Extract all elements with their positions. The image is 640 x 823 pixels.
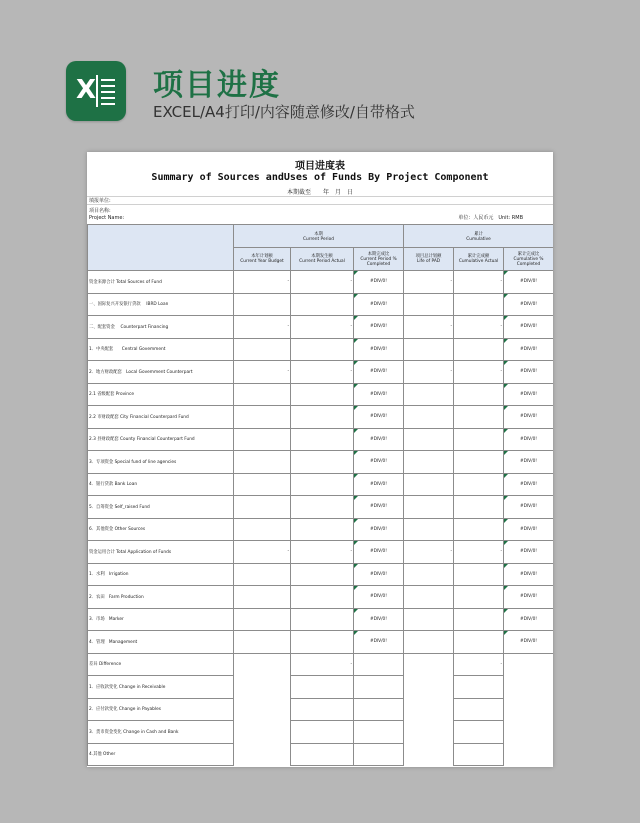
table-cell[interactable]: - (454, 271, 504, 294)
table-cell[interactable]: #DIV/0! (354, 586, 404, 609)
row-label: 3．专项资金 Special fund of line agencies (88, 451, 234, 474)
table-cell[interactable] (354, 676, 404, 699)
table-cell[interactable] (404, 676, 454, 699)
row-label: 资金运用合计 Total Application of Funds (88, 541, 234, 564)
table-cell[interactable]: - (454, 361, 504, 384)
table-cell[interactable] (504, 676, 553, 699)
table-cell[interactable]: #DIV/0! (354, 518, 404, 541)
table-cell[interactable] (454, 676, 504, 699)
table-row (88, 496, 554, 519)
col-group-cumulative: 累计 Cumulative (404, 225, 553, 248)
table-cell[interactable] (291, 631, 354, 654)
table-cell[interactable]: #DIV/0! (504, 496, 553, 519)
table-cell[interactable] (234, 518, 291, 541)
table-cell[interactable] (234, 586, 291, 609)
row-label: 一、国际复兴开发银行贷款 IBRD Loan (88, 293, 234, 316)
table-cell[interactable]: - (454, 316, 504, 339)
table-row (88, 451, 554, 474)
table-row (88, 698, 554, 721)
table-cell[interactable] (454, 608, 504, 631)
column-header: 累计完成比 Cumulative % Completed (504, 248, 553, 271)
table-row (88, 541, 554, 564)
table-cell[interactable] (454, 698, 504, 721)
table-cell[interactable]: #DIV/0! (354, 451, 404, 474)
table-cell[interactable] (354, 743, 404, 766)
table-cell[interactable] (291, 293, 354, 316)
table-cell[interactable] (234, 563, 291, 586)
table-cell[interactable] (404, 563, 454, 586)
sheet-title-cn: 项目进度表 (295, 161, 345, 172)
table-row (88, 586, 554, 609)
table-row (88, 338, 554, 361)
table-cell[interactable] (291, 608, 354, 631)
table-cell[interactable]: #DIV/0! (354, 428, 404, 451)
table-cell[interactable] (504, 721, 553, 744)
table-cell[interactable]: #DIV/0! (354, 563, 404, 586)
table-cell[interactable]: - (234, 316, 291, 339)
row-label: 2.1 省级配套 Province (88, 383, 234, 406)
table-cell[interactable] (454, 518, 504, 541)
table-row (88, 406, 554, 429)
table-row (88, 473, 554, 496)
table-cell[interactable]: #DIV/0! (504, 293, 553, 316)
currency-label: 单位：人民币元 Unit: RMB (458, 215, 523, 221)
column-header: 本年计划额 Current Year Budget (234, 248, 291, 271)
table-cell[interactable]: #DIV/0! (354, 631, 404, 654)
row-label: 4.其他 Other (88, 743, 234, 766)
table-cell[interactable]: #DIV/0! (354, 271, 404, 294)
table-cell[interactable]: #DIV/0! (504, 338, 553, 361)
table-cell[interactable] (404, 293, 454, 316)
reporting-unit-label: 填报单位: (89, 198, 111, 204)
table-cell[interactable]: #DIV/0! (504, 383, 553, 406)
table-cell[interactable] (291, 698, 354, 721)
table-cell[interactable] (404, 406, 454, 429)
table-cell[interactable] (234, 676, 291, 699)
table-cell[interactable] (234, 338, 291, 361)
table-cell[interactable]: - (234, 541, 291, 564)
table-cell[interactable] (234, 653, 291, 676)
table-cell[interactable] (454, 451, 504, 474)
table-cell[interactable]: - (291, 361, 354, 384)
table-cell[interactable]: #DIV/0! (354, 293, 404, 316)
table-cell[interactable]: - (404, 316, 454, 339)
sheet-period: 本期截至 年 月 日 (286, 189, 353, 196)
table-cell[interactable]: #DIV/0! (354, 608, 404, 631)
table-cell[interactable] (504, 653, 553, 676)
row-label: 3．市场 Marker (88, 608, 234, 631)
column-header: 本期发生额 Current Period Actual (291, 248, 354, 271)
table-cell[interactable] (234, 608, 291, 631)
table-cell[interactable] (454, 743, 504, 766)
table-row (88, 383, 554, 406)
table-cell[interactable] (404, 428, 454, 451)
table-row (88, 316, 554, 339)
header (0, 0, 640, 145)
table-row (88, 293, 554, 316)
table-cell[interactable] (454, 631, 504, 654)
table-cell[interactable] (291, 383, 354, 406)
table-cell[interactable]: - (404, 271, 454, 294)
page-subtitle: EXCEL/A4打印/内容随意修改/自带格式 (153, 103, 415, 121)
table-cell[interactable] (454, 338, 504, 361)
table-cell[interactable]: #DIV/0! (504, 631, 553, 654)
table-cell[interactable] (454, 586, 504, 609)
table-cell[interactable]: #DIV/0! (354, 338, 404, 361)
row-label: 6．其他资金 Other Sources (88, 518, 234, 541)
table-cell[interactable] (454, 293, 504, 316)
table-cell[interactable] (234, 743, 291, 766)
table-cell[interactable]: - (291, 271, 354, 294)
table-cell[interactable] (234, 496, 291, 519)
table-cell[interactable] (291, 428, 354, 451)
table-row (88, 721, 554, 744)
table-cell[interactable] (291, 451, 354, 474)
table-cell[interactable] (454, 496, 504, 519)
table-cell[interactable] (404, 338, 454, 361)
table-cell[interactable] (404, 451, 454, 474)
table-row (88, 361, 554, 384)
table-cell[interactable]: - (291, 653, 354, 676)
table-cell[interactable] (454, 406, 504, 429)
column-header: 本期完成比 Current Period % Completed (354, 248, 404, 271)
excel-icon: X (66, 61, 126, 121)
row-label: 4．银行贷款 Bank Loan (88, 473, 234, 496)
row-label: 2.3 县财政配套 County Financial Counterpart Fund (88, 428, 234, 451)
table-cell[interactable]: - (291, 541, 354, 564)
table-cell[interactable] (291, 338, 354, 361)
table-cell[interactable] (354, 653, 404, 676)
table-cell[interactable] (404, 496, 454, 519)
table-cell[interactable] (404, 698, 454, 721)
row-label: 1．应收款变化 Change in Receivable (88, 676, 234, 699)
row-label: 资金来源合计 Total Sources of Fund (88, 271, 234, 294)
table-cell[interactable]: #DIV/0! (504, 586, 553, 609)
table-row (88, 518, 554, 541)
table-cell[interactable] (234, 698, 291, 721)
table-cell[interactable] (504, 743, 553, 766)
table-cell[interactable] (404, 743, 454, 766)
table-cell[interactable]: #DIV/0! (354, 473, 404, 496)
table-row (88, 563, 554, 586)
row-label: 2．地方财政配套 Local Govemment Counterpart (88, 361, 234, 384)
table-cell[interactable] (234, 383, 291, 406)
row-label: 差异 Difference (88, 653, 234, 676)
row-label: 2．农田 Farm Production (88, 586, 234, 609)
table-cell[interactable] (404, 383, 454, 406)
table-cell[interactable]: - (454, 541, 504, 564)
spreadsheet-preview (87, 152, 553, 767)
table-cell[interactable]: #DIV/0! (504, 361, 553, 384)
table-row (88, 608, 554, 631)
table-cell[interactable] (404, 586, 454, 609)
table-cell[interactable] (354, 721, 404, 744)
project-name-label: 项目名称: Project Name: (89, 208, 125, 221)
row-label: 1．水利 Irrigation (88, 563, 234, 586)
table-cell[interactable] (234, 293, 291, 316)
table-cell[interactable] (454, 428, 504, 451)
table-cell[interactable] (234, 631, 291, 654)
table-cell[interactable] (404, 473, 454, 496)
table-cell[interactable] (404, 608, 454, 631)
row-label: 5．自筹资金 Self_raised Fund (88, 496, 234, 519)
col-group-current: 本期 Current Period (234, 225, 404, 248)
table-cell[interactable] (291, 586, 354, 609)
table-cell[interactable]: #DIV/0! (354, 316, 404, 339)
table-cell[interactable]: - (234, 271, 291, 294)
table-cell[interactable]: #DIV/0! (354, 541, 404, 564)
table-cell[interactable] (291, 518, 354, 541)
table-cell[interactable]: #DIV/0! (504, 271, 553, 294)
row-label: 1．中央配套 Central Govemment (88, 338, 234, 361)
row-label: 3．货币资金变化 Change in Cash and Bank (88, 721, 234, 744)
table-cell[interactable] (291, 743, 354, 766)
table-cell[interactable]: #DIV/0! (354, 406, 404, 429)
page-title: 项目进度 (153, 68, 281, 103)
table-cell[interactable]: #DIV/0! (504, 406, 553, 429)
table-cell[interactable]: #DIV/0! (504, 563, 553, 586)
table-cell[interactable]: #DIV/0! (354, 496, 404, 519)
table-cell[interactable] (404, 653, 454, 676)
table-cell[interactable]: #DIV/0! (504, 541, 553, 564)
table-row (88, 676, 554, 699)
table-cell[interactable]: #DIV/0! (504, 428, 553, 451)
table-cell[interactable] (454, 383, 504, 406)
table-row (88, 653, 554, 676)
table-cell[interactable] (454, 721, 504, 744)
table-cell[interactable] (404, 518, 454, 541)
table-cell[interactable]: - (404, 361, 454, 384)
funds-table (87, 224, 553, 766)
table-cell[interactable]: #DIV/0! (504, 518, 553, 541)
row-label: 4．管理 Management (88, 631, 234, 654)
table-cell[interactable]: #DIV/0! (504, 608, 553, 631)
table-cell[interactable]: - (291, 316, 354, 339)
table-cell[interactable] (291, 721, 354, 744)
table-cell[interactable] (234, 406, 291, 429)
sheet-title-en: Summary of Sources andUses of Funds By Project Component (151, 172, 489, 183)
table-cell[interactable] (454, 563, 504, 586)
table-cell[interactable] (234, 428, 291, 451)
table-cell[interactable]: #DIV/0! (504, 316, 553, 339)
table-cell[interactable]: #DIV/0! (354, 361, 404, 384)
table-cell[interactable]: - (404, 541, 454, 564)
table-cell[interactable] (291, 406, 354, 429)
table-row (88, 271, 554, 294)
table-cell[interactable]: - (234, 361, 291, 384)
table-cell[interactable] (234, 451, 291, 474)
table-cell[interactable] (291, 676, 354, 699)
table-cell[interactable]: #DIV/0! (354, 383, 404, 406)
row-label: 2．应付款变化 Change in Payables (88, 698, 234, 721)
table-cell[interactable] (404, 631, 454, 654)
table-cell[interactable] (291, 496, 354, 519)
table-cell[interactable] (291, 563, 354, 586)
column-header: 累计完成额 Cumulative Actual (454, 248, 504, 271)
table-cell[interactable] (354, 698, 404, 721)
table-cell[interactable] (234, 721, 291, 744)
row-label: 2.2 市财政配套 City Financial Counterpard Fund (88, 406, 234, 429)
row-label: 二、配套资金 Counterpart Financing (88, 316, 234, 339)
header-blank (88, 225, 234, 271)
table-cell[interactable] (504, 698, 553, 721)
table-row (88, 743, 554, 766)
table-cell[interactable] (404, 721, 454, 744)
table-row (88, 428, 554, 451)
table-cell[interactable] (291, 473, 354, 496)
table-cell[interactable]: - (454, 653, 504, 676)
table-cell[interactable] (454, 473, 504, 496)
table-row (88, 631, 554, 654)
table-cell[interactable]: #DIV/0! (504, 451, 553, 474)
column-header: 项目总计划额 Life of PAD (404, 248, 454, 271)
table-cell[interactable] (234, 473, 291, 496)
table-cell[interactable]: #DIV/0! (504, 473, 553, 496)
